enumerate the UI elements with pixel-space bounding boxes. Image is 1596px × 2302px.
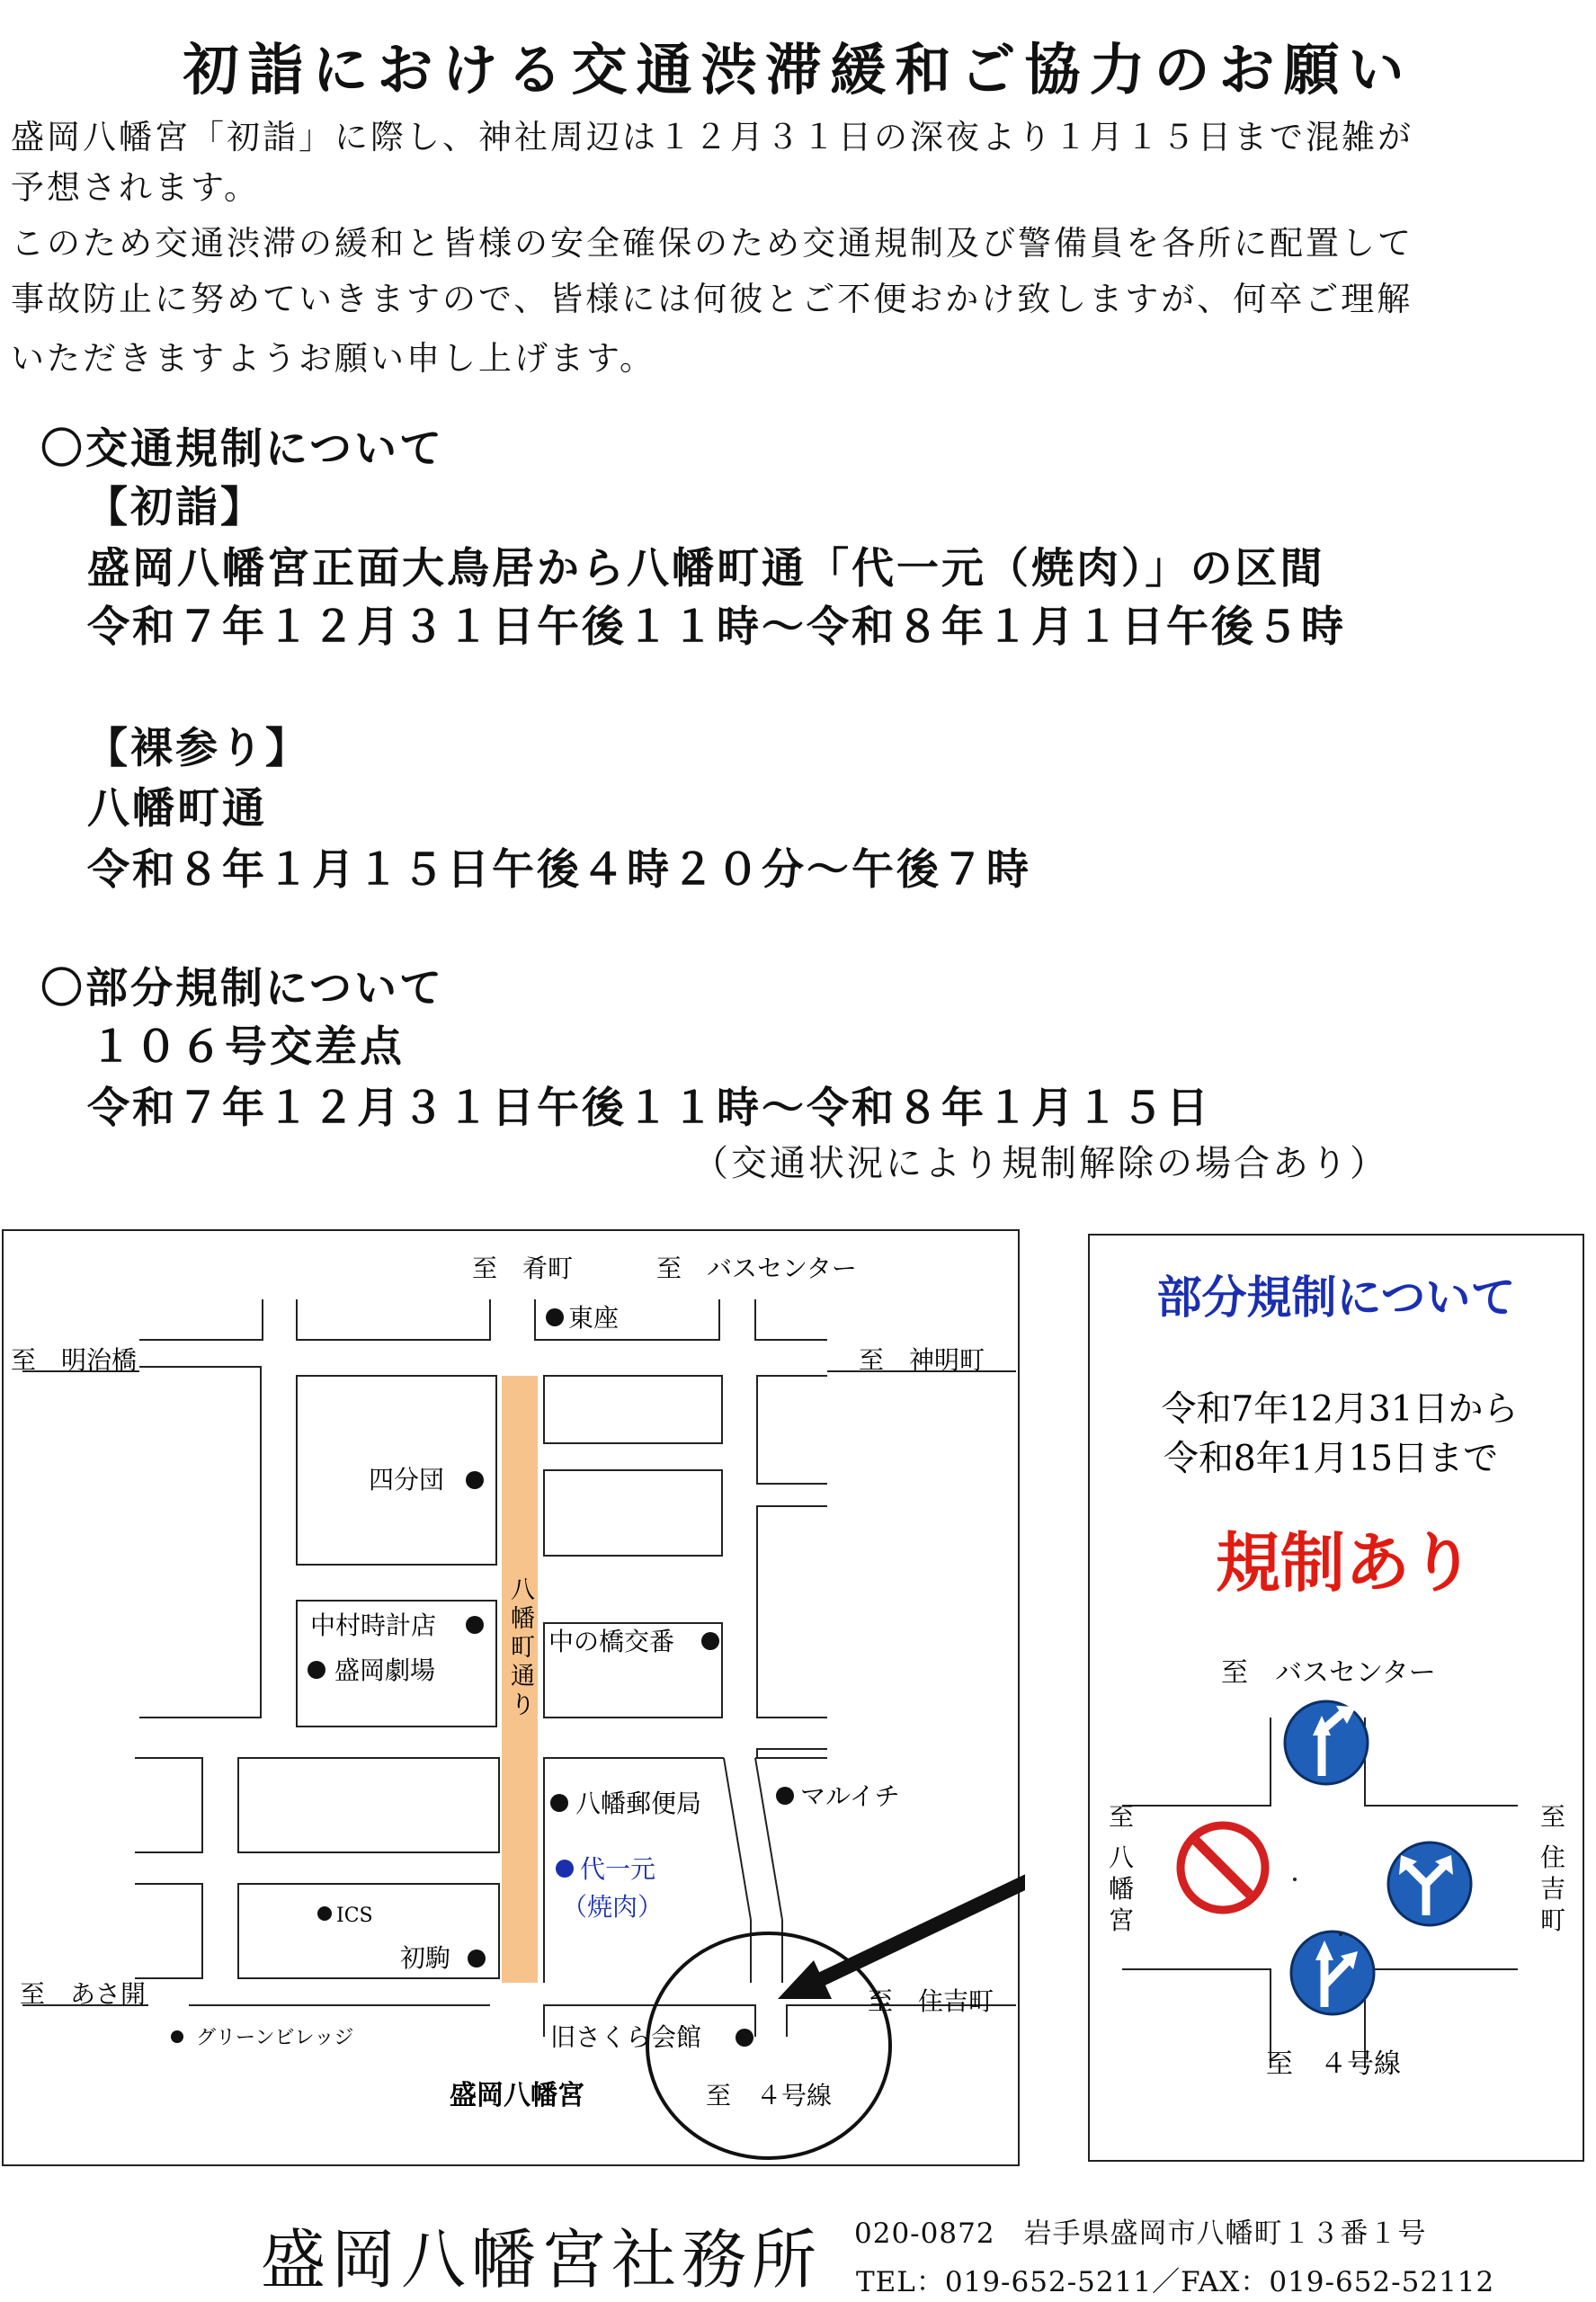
dot-sakura <box>736 2029 753 2047</box>
dot-gekijo <box>308 1661 325 1679</box>
panel-vchar: 住 <box>1540 1842 1566 1872</box>
intro-line: いただきますようお願い申し上げます。 <box>11 339 656 378</box>
landmark-green: グリーンビレッジ <box>196 2027 354 2049</box>
label-to-asakai: 至 あさ開 <box>20 1979 147 2009</box>
traffic-heading: 〇交通規制について <box>40 424 445 474</box>
dot-touza <box>546 1308 564 1326</box>
hadaka-label: 【裸参り】 <box>85 724 310 773</box>
label-to-sakanacho: 至 肴町 <box>472 1254 574 1283</box>
landmark-koban: 中の橋交番 <box>548 1627 675 1656</box>
road-edge <box>724 1758 751 1920</box>
block <box>757 1376 827 1484</box>
partial-time: 令和７年１２月３１日午後１１時～令和８年１月１５日 <box>87 1084 1211 1133</box>
dot-daiichigen <box>556 1860 574 1878</box>
panel-vchar: 幡 <box>1109 1874 1135 1904</box>
street-char: 八 <box>511 1576 535 1604</box>
intro-line: 予想されます。 <box>11 168 261 207</box>
panel-frame <box>1089 1235 1583 2161</box>
partial-note: （交通状況により規制解除の場合あり） <box>692 1143 1388 1184</box>
block <box>297 1299 490 1340</box>
block <box>757 1506 827 1718</box>
label-to-shinmeicho: 至 神明町 <box>859 1345 985 1375</box>
street-char: り <box>511 1691 535 1719</box>
no-entry-sign-icon <box>1181 1825 1265 1910</box>
panel-to-bus-center: 至 バスセンター <box>1221 1657 1436 1689</box>
panel-title: 部分規制について <box>1156 1271 1516 1324</box>
intersection-edge <box>1122 1718 1271 1806</box>
block <box>544 1376 722 1443</box>
partial-place: １０６号交差点 <box>90 1022 405 1072</box>
panel-vchar: 吉 <box>1540 1874 1566 1904</box>
street-char: 通 <box>511 1663 535 1691</box>
panel-vchar: 至 <box>1540 1802 1566 1832</box>
panel-period-1: 令和7年12月31日から <box>1161 1389 1519 1430</box>
hatsumode-time: 令和７年１２月３１日午後１１時～令和８年１月１日午後５時 <box>87 602 1346 652</box>
intro-line: 事故防止に努めていきますので、皆様には何彼とご不便おかけ致しますが、何卒ご理解 <box>11 280 1413 318</box>
page-title: 初詣における交通渋滞緩和ご協力のお願い <box>183 37 1413 103</box>
street-char: 町 <box>511 1634 535 1662</box>
panel-status: 規制あり <box>1215 1524 1476 1601</box>
sign-straight-right-icon <box>1285 1701 1368 1784</box>
label-shrine: 盛岡八幡宮 <box>450 2080 584 2111</box>
block <box>755 1299 827 1340</box>
sign-left-right-icon <box>1388 1842 1471 1925</box>
panel-vchar: 至 <box>1109 1802 1135 1832</box>
block <box>238 1758 499 1852</box>
intro-line: 盛岡八幡宮「初詣」に際し、神社周辺は１２月３１日の深夜より１月１５日まで混雑が <box>11 118 1413 156</box>
panel-vchar: 町 <box>1540 1905 1566 1935</box>
block <box>757 1749 827 1758</box>
block <box>139 1367 261 1718</box>
intro-paragraph <box>11 112 1584 384</box>
dot-post <box>550 1794 568 1812</box>
dot-marker <box>1339 1932 1342 1936</box>
landmark-gekijo: 盛岡劇場 <box>334 1655 436 1685</box>
landmark-ics: ICS <box>336 1905 373 1927</box>
dot-maruichi <box>776 1787 794 1805</box>
block <box>135 1758 202 1852</box>
label-to-bus-center: 至 バスセンター <box>656 1254 857 1283</box>
panel-to-route4: 至 ４号線 <box>1266 2048 1401 2080</box>
landmark-sakura: 旧さくら会館 <box>550 2022 702 2052</box>
dot-hatsukoma <box>468 1950 486 1967</box>
landmark-maruichi: マルイチ <box>800 1781 900 1811</box>
panel-period-2: 令和8年1月15日まで <box>1163 1439 1499 1479</box>
dot-green <box>171 2030 183 2043</box>
intersection-edge <box>1122 1969 1271 2068</box>
road-edge <box>755 1758 782 1920</box>
partial-heading: 〇部分規制について <box>40 964 445 1013</box>
block <box>139 1299 263 1340</box>
block <box>544 1470 722 1556</box>
pointer-arrow-shaft <box>814 1852 1025 1983</box>
block <box>135 1884 202 1978</box>
dot-nakamura <box>466 1616 484 1634</box>
dot-koban <box>701 1632 719 1650</box>
regulation-panel <box>1086 1232 1590 2167</box>
panel-vchar: 八 <box>1109 1842 1135 1872</box>
footer-office-name: 盛岡八幡宮社務所 <box>261 2222 823 2298</box>
label-to-route4: 至 ４号線 <box>706 2081 833 2110</box>
footer-address: 020-0872 岩手県盛岡市八幡町１３番１号 <box>854 2217 1427 2250</box>
intro-line: このため交通渋滞の緩和と皆様の安全確保のため交通規制及び警備員を各所に配置して <box>11 224 1413 263</box>
dot-shibudan <box>466 1471 484 1489</box>
landmark-yakiniku: （焼肉） <box>562 1892 664 1922</box>
panel-vchar: 宮 <box>1109 1905 1135 1935</box>
intersection-edge <box>1365 1718 1518 1806</box>
landmark-shibudan: 四分団 <box>369 1465 445 1495</box>
landmark-nakamura: 中村時計店 <box>310 1611 437 1640</box>
landmark-hatsukoma: 初駒 <box>400 1943 451 1973</box>
landmark-touza: 東座 <box>568 1303 620 1333</box>
hatsumode-label: 【初詣】 <box>85 483 265 532</box>
area-map <box>0 1227 1025 2181</box>
dot-marker <box>1293 1878 1297 1881</box>
sign-straight-right-bottom-icon <box>1291 1932 1374 2014</box>
hatsumode-section: 盛岡八幡宮正面大鳥居から八幡町通「代一元（焼肉）」の区間 <box>87 544 1325 593</box>
landmark-daiichigen: 代一元 <box>580 1854 656 1884</box>
dot-ics <box>317 1906 332 1921</box>
landmark-post: 八幡郵便局 <box>575 1789 702 1818</box>
hadaka-time: 令和８年１月１５日午後４時２０分～午後７時 <box>87 845 1031 895</box>
hadaka-section: 八幡町通 <box>87 784 267 834</box>
label-to-sumiyoshicho: 至 住吉町 <box>868 1986 994 2016</box>
block <box>238 1884 499 1978</box>
label-to-meijibashi: 至 明治橋 <box>11 1345 138 1375</box>
footer-tel: TEL：019-652-5211／FAX：019-652-52112 <box>856 2266 1495 2298</box>
street-char: 幡 <box>511 1605 535 1633</box>
